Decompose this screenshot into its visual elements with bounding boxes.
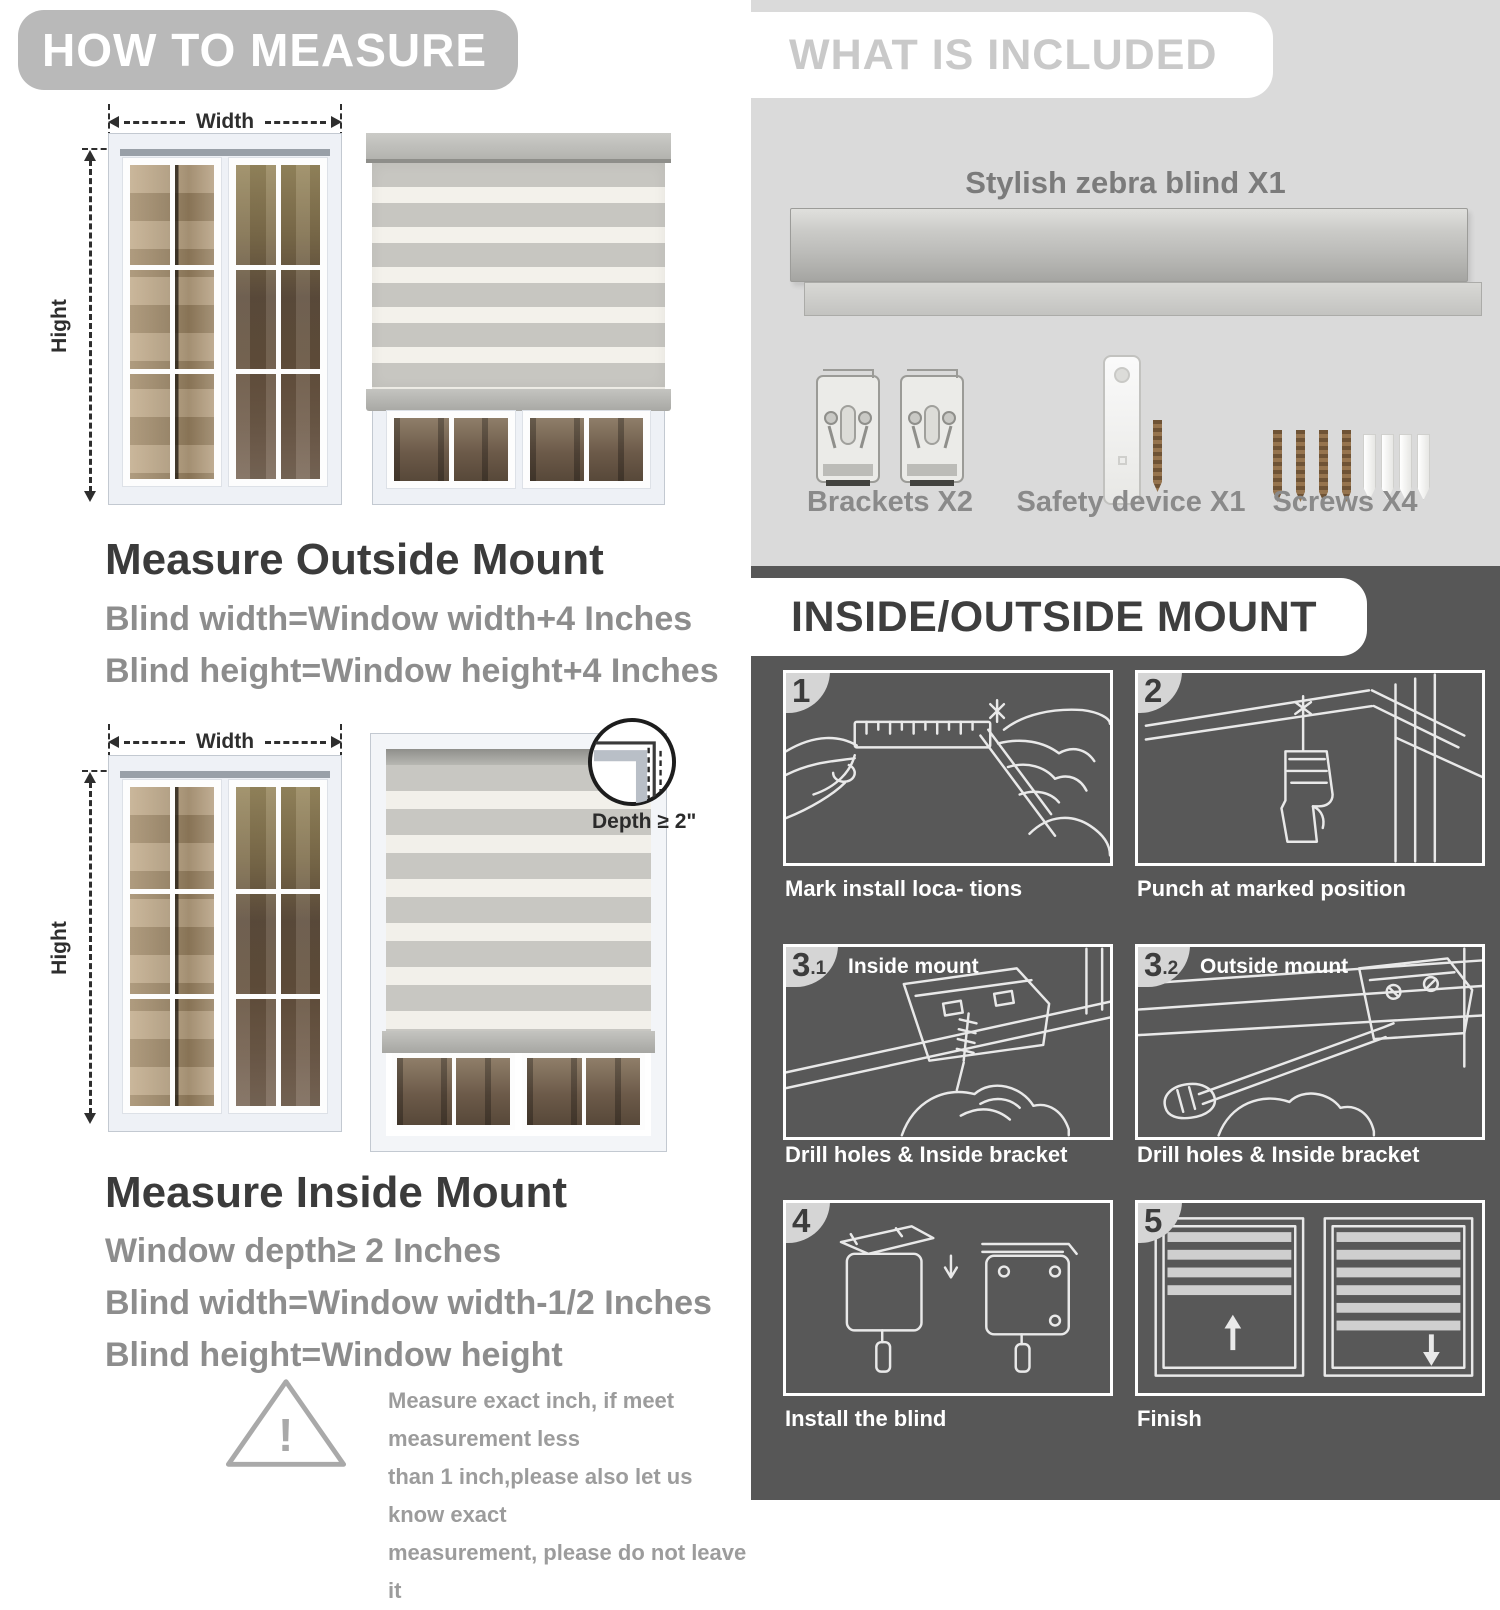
step-panel-2 <box>1135 670 1485 866</box>
install-blind-illustration <box>786 1203 1110 1393</box>
window-sash <box>229 158 327 486</box>
mullion <box>130 889 214 894</box>
what-is-included-section <box>751 0 1500 566</box>
width-label: Width <box>195 730 255 753</box>
step-number: 3 <box>1144 946 1163 983</box>
dashed-line <box>265 741 326 744</box>
outside-mount-heading: Measure Outside Mount <box>105 535 604 584</box>
step-panel-1 <box>783 670 1113 866</box>
step-caption: Mark install loca- tions <box>785 876 1023 901</box>
screw-illustration <box>1153 420 1162 492</box>
window-illustration-outside <box>108 133 342 505</box>
height-label: Hight <box>48 921 71 975</box>
height-measure-inside <box>48 772 102 1124</box>
warning-line: than 1 inch,please also let us know exact <box>388 1464 693 1527</box>
screws-label: Screws X4 <box>1272 486 1418 518</box>
window-sash <box>522 1053 645 1130</box>
width-measure-outside <box>108 112 342 132</box>
step-caption: Drill holes & Inside bracket <box>1137 1142 1420 1167</box>
window-below-blind <box>392 1053 645 1130</box>
measure-tick <box>340 724 342 758</box>
dashed-line <box>89 782 92 1114</box>
width-measure-inside <box>108 732 342 752</box>
width-label: Width <box>195 110 255 133</box>
window-sash <box>123 158 221 486</box>
finish-illustration <box>1138 1203 1482 1393</box>
blind-headrail-valance <box>804 282 1482 316</box>
step-panel-3-1 <box>783 944 1113 1140</box>
mullion <box>130 265 214 270</box>
arrow-down-icon <box>84 491 96 502</box>
mullion <box>449 418 454 481</box>
safety-device-slot <box>1118 456 1127 465</box>
blind-bottom-rail <box>366 389 671 411</box>
mullion <box>276 787 281 1106</box>
step-number: 3 <box>792 946 811 983</box>
mullion <box>452 1058 456 1125</box>
blind-stripes <box>372 163 665 389</box>
step-title: Inside mount <box>848 955 979 978</box>
safety-device-label: Safety device X1 <box>1016 486 1246 518</box>
safety-device-hole <box>1114 367 1130 383</box>
drill-illustration <box>1138 673 1482 863</box>
window-below-blind <box>372 411 665 505</box>
safety-device-body <box>1103 355 1141 505</box>
warning-text <box>388 1382 751 1610</box>
mullion <box>170 165 175 479</box>
dashed-line <box>89 160 92 492</box>
measure-tick <box>108 724 110 758</box>
dashed-line <box>265 121 326 124</box>
dashed-line <box>124 121 185 124</box>
step-number: 4 <box>792 1202 811 1239</box>
step-number: 2 <box>1144 672 1163 709</box>
window-sash <box>387 411 515 488</box>
inside-mount-heading: Measure Inside Mount <box>105 1168 568 1217</box>
step-caption: Drill holes & Inside bracket <box>785 1142 1068 1167</box>
mullion <box>584 418 589 481</box>
height-measure-outside <box>48 150 102 502</box>
mullion <box>236 889 320 894</box>
step-panel-3-2 <box>1135 944 1485 1140</box>
zebra-blind-outside-illustration <box>372 133 665 505</box>
step-number: 5 <box>1144 1202 1163 1239</box>
window-illustration-inside <box>108 755 342 1132</box>
window-sash <box>523 411 651 488</box>
bracket-illustration <box>899 366 965 499</box>
step-caption: Install the blind <box>785 1406 947 1431</box>
mullion <box>130 369 214 374</box>
blind-bottom-rail <box>382 1031 655 1053</box>
product-label: Stylish zebra blind X1 <box>965 165 1286 200</box>
window-track <box>120 771 330 778</box>
outside-width-rule: Blind width=Window width+4 Inches <box>105 600 693 638</box>
height-label: Hight <box>48 299 71 353</box>
mullion <box>236 369 320 374</box>
brackets-label: Brackets X2 <box>806 486 974 518</box>
step-subnumber: .1 <box>810 958 827 979</box>
what-is-included-banner: WHAT IS INCLUDED <box>751 12 1273 98</box>
how-to-measure-banner: HOW TO MEASURE <box>18 10 518 90</box>
bracket-illustration <box>815 366 881 499</box>
window-sash <box>392 1053 515 1130</box>
step-number: 1 <box>792 672 811 709</box>
window-track <box>120 149 330 156</box>
step-caption: Finish <box>1137 1406 1202 1431</box>
blind-headrail <box>790 208 1468 282</box>
step-subnumber: .2 <box>1162 958 1179 979</box>
exclamation-icon: ! <box>278 1409 294 1461</box>
warning-line: measurement, please do not leave it <box>388 1540 747 1603</box>
depth-magnifier-icon <box>586 716 678 808</box>
mullion <box>582 1058 586 1125</box>
step-panel-5 <box>1135 1200 1485 1396</box>
mullion <box>276 165 281 479</box>
inside-depth-rule: Window depth≥ 2 Inches <box>105 1232 502 1270</box>
mount-banner: INSIDE/OUTSIDE MOUNT <box>751 578 1367 656</box>
mount-steps-section <box>751 566 1500 1500</box>
mullion <box>236 265 320 270</box>
outside-height-rule: Blind height=Window height+4 Inches <box>105 652 719 690</box>
warning-line: Measure exact inch, if meet measurement less <box>388 1388 675 1451</box>
inside-height-rule: Blind height=Window height <box>105 1336 563 1374</box>
window-sash <box>229 780 327 1113</box>
blind-cassette <box>366 133 671 163</box>
step-caption: Punch at marked position <box>1137 876 1406 901</box>
arrow-down-icon <box>84 1113 96 1124</box>
mark-locations-illustration <box>786 673 1110 863</box>
step-panel-4 <box>783 1200 1113 1396</box>
mullion <box>130 994 214 999</box>
safety-device-illustration <box>1103 355 1141 505</box>
mullion <box>236 994 320 999</box>
dashed-line <box>124 741 185 744</box>
depth-callout: Depth ≥ 2" <box>592 810 697 833</box>
inside-width-rule: Blind width=Window width-1/2 Inches <box>105 1284 712 1322</box>
mullion <box>170 787 175 1106</box>
how-to-measure-section <box>0 0 751 1603</box>
window-sash <box>123 780 221 1113</box>
wall-anchor-illustration <box>1417 434 1430 500</box>
step-title: Outside mount <box>1200 955 1349 978</box>
